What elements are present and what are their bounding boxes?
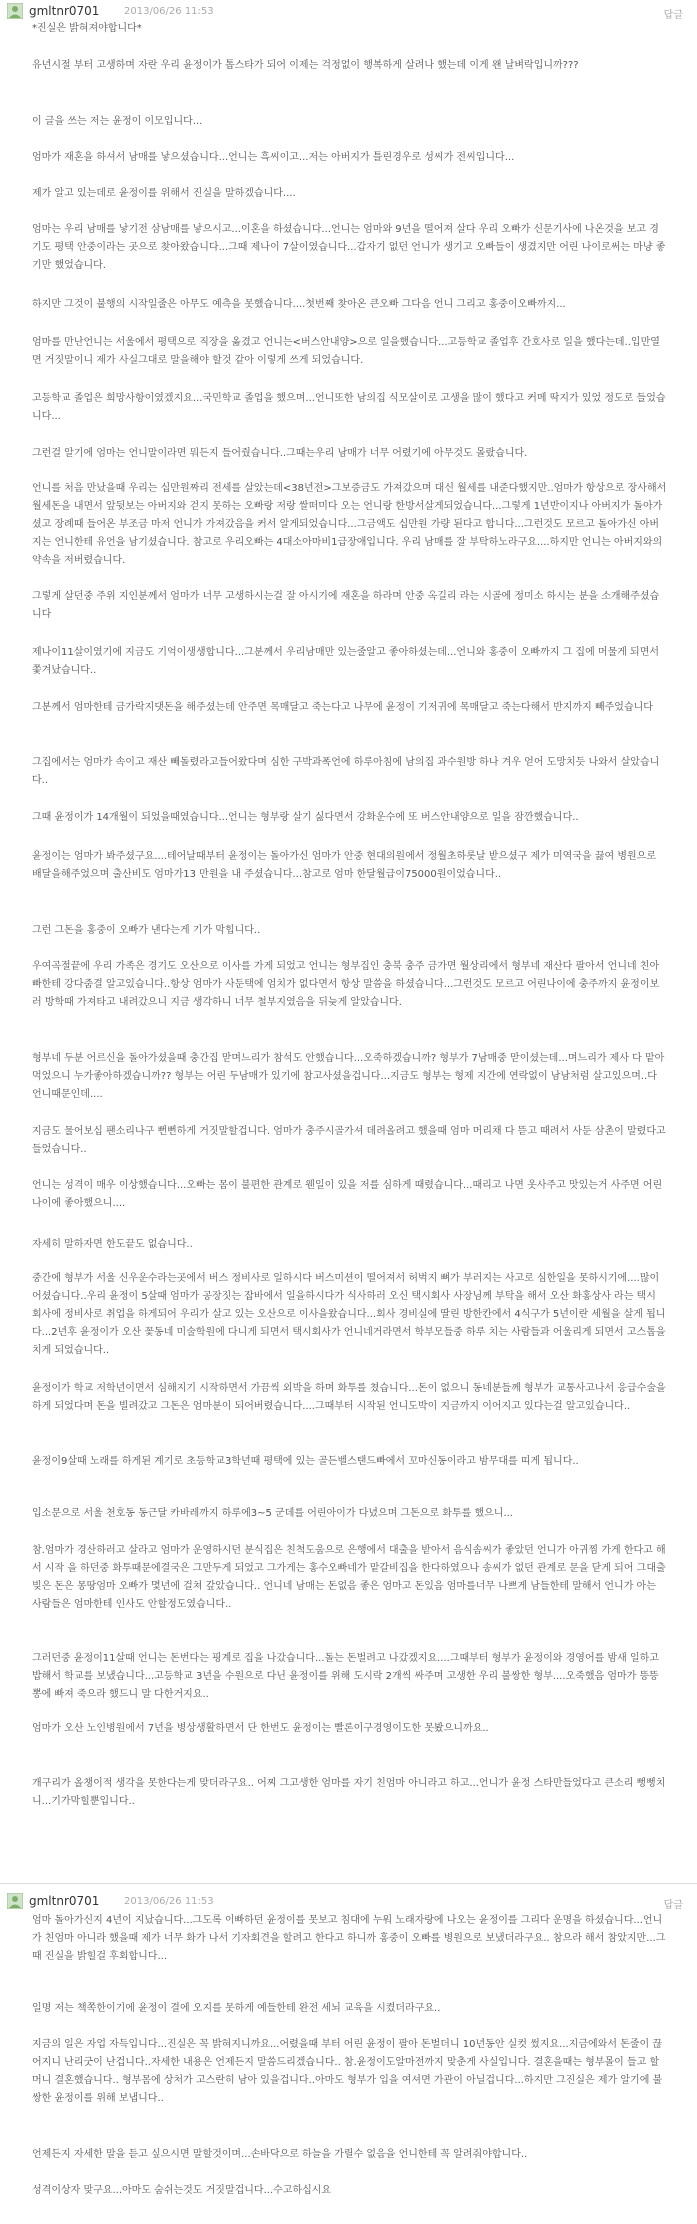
user-avatar-icon[interactable]: [7, 3, 23, 19]
comment-paragraph: 하지만 그것이 불행의 시작일줄은 아무도 예측을 못했습니다....첫번째 찾아온 큰오빠 그다음 언니 그리고 홍중이오빠까지...: [32, 299, 566, 310]
comment-paragraph: 자세히 말하자면 한도끝도 없습니다..: [32, 1239, 193, 1250]
comment-paragraph: 엄마가 재혼을 하셔서 남매를 낳으셨습니다...언니는 흑씨이고...저는 아버지가 틀린경우로 성씨가 전씨입니다...: [32, 152, 515, 163]
comment-date: 2013/06/26 11:53: [124, 6, 214, 17]
comment-paragraph: 지금도 물어보십 팬소리나구 뻔뻔하게 거짓말할겁니다. 엄마가 충주시골가셔 데려올려고 했을때 엄마 머리채 다 뜯고 때려서 사둔 삼촌이 말렸다고 들었습니다..: [32, 1126, 666, 1155]
comment-paragraph: 그분께서 엄마한테 금가락지댓돈을 해주셨는데 안주면 목매달고 죽는다고 나무에 윤정이 기저귀에 목매달고 죽는다해서 반지까지 빼주었습니다: [32, 702, 653, 713]
comment-paragraph: 엄마가 오산 노인병원에서 7년을 병상생활하면서 단 한번도 윤정이는 빨론이구경영이도한 못봤으니까요..: [32, 1723, 489, 1734]
comment-paragraph: *진실은 밝혀져야합니다*: [32, 23, 142, 34]
comment-paragraph: 윤정이9살때 노래를 하게된 계기로 초등학교3학년때 평택에 있는 골든벨스탠드빠에서 꼬마신동이라고 밤무대를 띠게 됩니다..: [32, 1456, 579, 1467]
comment-paragraph: 제가 알고 있는데로 윤정이를 위해서 진실을 말하겠습니다....: [32, 188, 296, 199]
comment-username[interactable]: gmltnr0701: [29, 4, 100, 18]
comment-paragraph: 우여곡절끝에 우리 가족은 경기도 오산으로 이사를 가게 되었고 언니는 형부집인 충북 충주 금가면 월상리에서 형부네 재산다 팔아서 언니네 친아빠한테 강다줌결 알고있습니다..항상 엄마가 사둔택에 엄치가 없다면서 항상 말씀을 하셨습니다...그런것도 모르고 어린나이에 충주까지 윤정이보러 방학때 가져타고 내려갔으니 지금 생각하니 너무 철부지였음을 뒤늦게 알았습니다.: [32, 961, 660, 1008]
comment-paragraph: 중간에 형부가 서울 신우운수라는곳에서 버스 정비사로 일하시다 버스미션이 떨어져서 허벅지 뼈가 부러지는 사고로 심한일을 못하시기에....많이어셨습니다..우리 윤정이 5살때 엄마가 공장짓는 잡바에서 일을하시다가 식사하러 오신 택시회사 사장님께 부탁을 해서 오산 화홍상사 라는 택시 회사에 정비사로 취업을 하게되어 우리가 살고 있는 오산으로 이사을왔습니다...회사 경비실에 딸린 방한칸에서 4식구가 5년이란 세월을 살게 됩니다...2년후 윤정이가 오산 꽃동네 미술학원에 다니게 되면서 택시회사가 언니네거라면서 학부모들중 하루 치는 사람들과 어울리게 되면서 고스톱을 치게 되었습니다..: [32, 1273, 666, 1356]
comment-paragraph: 유년시절 부터 고생하며 자란 우리 윤정이가 톱스타가 되어 이제는 걱정없이 행복하게 살려나 했는데 이게 왠 날벼락입니까???: [32, 60, 579, 71]
comment-paragraph: 그때 윤정이가 14개월이 되었을때였습니다...언니는 형부랑 살기 싫다면서 강화운수에 또 버스안내양으로 일을 잠깐했습니다..: [32, 812, 579, 823]
comment-paragraph: 제나이11살이였기에 지금도 기억이생생합니다...그분께서 우리남매만 있는줄알고 좋아하셨는데...언니와 홍중이 오빠까지 그 집에 머물게 되면서 쫓겨났습니다..: [32, 647, 660, 676]
comment-paragraph: 그런걸 알기에 엄마는 언니말이라면 뭐든지 들어줬습니다..그때는우리 남매가 너무 어렸기에 아무것도 몰랐습니다.: [32, 448, 528, 459]
reply-button[interactable]: 답글: [663, 1900, 683, 1911]
comment-paragraph: 언제든지 자세한 말을 듣고 싶으시면 말할것이며...손바닥으로 하늘을 가릴수 없음을 언니한테 꼭 알려줘야합니다..: [32, 2149, 528, 2160]
comment-paragraph: 그렇게 살던중 주위 지인분께서 엄마가 너무 고생하시는걸 잘 아시기에 재혼을 하라며 안중 옥길리 라는 시골에 정미소 하시는 분을 소개해주셨습니다: [32, 591, 660, 620]
comment-paragraph: 언니는 성격이 매우 이상했습니다...오빠는 몸이 불편한 관계로 웬일이 있을 저를 심하게 때렸습니다...때리고 나면 옷사주고 맛있는거 사주면 어린 나이에 좋아했으니....: [32, 1180, 663, 1209]
comment-paragraph: 형부네 두분 어르신을 돌아가셨을때 충간집 맏며느리가 참석도 안했습니다...오죽하겠습니까? 형부가 7남매중 맏이셨는데...며느리가 제사 다 맡아먹었으니 누가좋아하겠습니까?? 형부는 어린 두남매가 있기에 참고사셨을겁니다...지금도 형부는 형제 지간에 연락없이 남남처럼 살고있으며..다 언니때문인데....: [32, 1053, 665, 1100]
comment-paragraph: 입소문으로 서울 천호동 동근달 카바레까지 하루에3~5 군데를 어린아이가 다녔으며 그돈으로 화투를 했으니...: [32, 1508, 513, 1519]
comment-paragraph: 언니를 처음 만났을때 우리는 십만원짜리 전세를 살았는데<38년전>그보증금도 가져갔으며 대신 월세를 내준다했지만..엄마가 항상으로 장사해서 월세돈을 내면서 앞뒷보는 아버지와 걷지 못하는 오빠랑 저랑 쌀떠미다 오는 언니랑 한방서살게되었습니다...그렇게 1년반이지나 아버지가 돌아가셨고 장례때 들어온 부조금 마저 언니가 가져갔음을 커서 알게되었습니다...그금액도 십만원 가량 된다고 합니다...그런것도 모르고 돌아가신 아버지는 언니한테 유언을 남기셨습니다. 참고로 우리오빠는 4대소아마비1급장애입니다. 우리 남매를 잘 부탁하노라구요....하지만 언니는 아버지와의 약속을 저버렸습니다.: [32, 483, 667, 566]
comment-paragraph: 성격이상자 맞구요...아마도 숨쉬는것도 거짓말겁니다...수고하십시요: [32, 2185, 332, 2196]
comment-paragraph: 그집에서는 엄마가 속이고 재산 빼돌렸라고들어왔다며 심한 구박과폭언에 하루아침에 남의집 과수원방 하나 겨우 얻어 도망치듯 나와서 살았습니다..: [32, 757, 660, 786]
comment-date: 2013/06/26 11:53: [124, 1896, 214, 1907]
comment-item: [0, 1884, 697, 2224]
comment-paragraph: 개구리가 올챙이적 생각을 못한다는게 맞더라구요.. 어찌 그고생한 엄마를 자기 친엄마 아니라고 하고...언니가 윤정 스타만들었다고 큰소리 뻥뻥치니...기가막힐뿐입니다..: [32, 1778, 666, 1807]
comment-paragraph: 엄마 돌아가신지 4년이 지났습니다...그도록 이빠하던 윤정이를 못보고 침대에 누워 노래자랑에 나오는 윤정이를 그리다 운명을 하셨습니다...언니가 친엄마 아니라 했을때 제가 너무 화가 나서 기자회견을 할려고 한다고 하니까 홍중이 오빠를 병원으로 보냈더라구요.. 참으라 해서 참았지만...그때 진실을 밝힐걸 후회합니다...: [32, 1915, 666, 1962]
comment-paragraph: 그런 그돈을 홍중이 오빠가 낸다는게 기가 막힙니다..: [32, 925, 261, 936]
comment-paragraph: 일명 저는 책쪽한이기에 윤정이 결에 오지를 못하게 예들한테 완전 세뇌 교육을 시켰더라구요..: [32, 2003, 441, 2014]
comment-paragraph: 고등학교 졸업은 희망사항이였겠지요...국민학교 졸업을 했으며...언니또한 남의집 식모살이로 고생을 많이 했다고 커메 딱지가 있었 정도로 들었습니다...: [32, 393, 666, 422]
comment-paragraph: 엄마는 우리 남매를 낳기전 삼남매를 낳으시고...이혼을 하셨습니다...언니는 엄마와 9년을 떨어져 살다 우리 오빠가 신문기사에 나온것을 보고 경기도 평택 안중이라는 곳으로 찾아왔습니다...그때 제나이 7살이였습니다...갑자기 없던 언니가 생기고 오빠들이 생겼지만 어린 나이로써는 마냥 좋기만 했었습니다.: [32, 224, 666, 271]
comment-paragraph: 참.엄마가 경산하러고 살라고 엄마가 운영하시던 분식집은 친척도움으로 은행에서 대출을 받아서 음식솜씨가 좋았던 언니가 아귀찜 가게 한다고 해서 시작 을 하던중 화투때문에결국은 그만두게 되었고 그가게는 홍수오빠네가 맡갈비집을 한다하였으나 송씨가 없던 관계로 문을 닫게 되어 그대출빚은 돈은 몽땅엄마 오빠가 몇년에 걸쳐 갚았습니다.. 언니네 남매는 돈없음 좋은 엄마고 돈있음 엄마를너무 나쁘게 남들한테 말해서 언니가 아는 사람들은 엄마한테 인사도 안할정도였습니다..: [32, 1545, 666, 1610]
user-avatar-icon[interactable]: [7, 1893, 23, 1909]
comment-paragraph: 그러던중 윤정이11살때 언니는 돈번다는 핑계로 집을 나갔습니다...돌는 돈벌려고 나갔겠지요....그때부터 형부가 윤정이와 경영어를 밤새 일하고 밥해서 학교를 보냈습니다...고등학교 3년을 수원으로 다닌 윤정이를 위해 도시락 2개씩 싸주며 고생한 우리 불쌍한 형부....오죽했음 엄마가 뜽뜽뽕에 빠져 죽으라 했드니 말 다한거지요..: [32, 1653, 659, 1700]
reply-button[interactable]: 답글: [663, 10, 683, 21]
comment-paragraph: 이 글을 쓰는 저는 윤정이 이모입니다...: [32, 116, 203, 127]
comment-paragraph: 엄마를 만난언니는 서울에서 평택으로 직장을 옮겼고 언니는<버스안내양>으로 일을했습니다...고등학교 졸업후 간호사로 일을 했다는데..입만열면 거짓말이니 제가 사실그대로 말을해야 할것 같아 이렇게 쓰게 되었습니다.: [32, 337, 660, 366]
comment-username[interactable]: gmltnr0701: [29, 1894, 100, 1908]
comment-paragraph: 윤정이가 학교 저학년이면서 심해지기 시작하면서 가끔씩 외박을 하며 화투를 쳤습니다...돈이 없으니 동네분들께 형부가 교통사고나서 응급수술을 하게 되었다며 돈을 빌려갔고 그돈은 엄마분이 되어버렸습니다....그때부터 시작된 언니도박이 지금까지 이어지고 있다는걸 알고있습니다..: [32, 1383, 666, 1412]
comment-paragraph: 지금의 일은 자업 자득입니다...진실은 꼭 밝혀지니까요...어렸을때 부터 어린 윤정이 팔아 돈벌더니 10년동안 실컷 썼지요...지금에와서 돈줄이 끊어지니 난리굿이 난겁니다..자세한 내용은 언제든지 말씀드리겠습니다.. 참.윤정이도알마전까지 맞춘게 사실입니다. 결혼을때는 형부몰이 들고 할머니 결혼했습니다.. 형부몸에 상처가 고스란히 남아 있을겁니다..아마도 형부가 입을 여셔면 가관이 아닐겁니다...하지만 그진실은 제가 알기에 불쌍한 윤정이를 위해 보냅니다..: [32, 2039, 663, 2104]
comment-paragraph: 윤정이는 엄마가 봐주셨구요....테어날때부터 윤정이는 돌아가신 엄마가 안중 현대의원에서 정월초하롯날 받으셨구 제가 미역국을 끓여 병원으로 배달을해주었으며 출산비도 엄마가13 만원을 내 주셨습니다...참고로 엄마 한달월급이75000원이었습니다..: [32, 851, 656, 880]
